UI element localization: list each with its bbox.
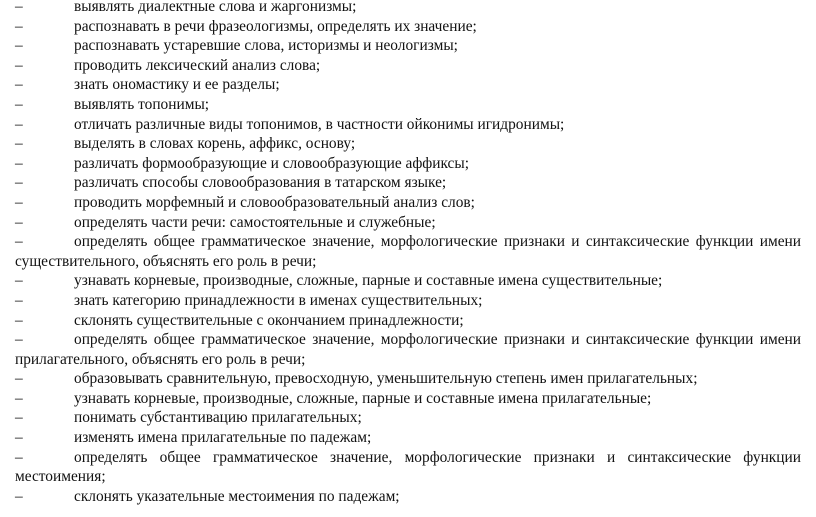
list-item-text: понимать субстантивацию прилагательных; <box>74 409 362 427</box>
list-item <box>15 36 801 56</box>
list-item-text: узнавать корневые, производные, сложные, парные и составные имена существительные; <box>74 272 663 290</box>
list-item-text: знать категорию принадлежности в именах существительных; <box>74 291 483 309</box>
list-dash: – <box>15 154 23 172</box>
list-item-text: склонять указательные местоимения по падежам; <box>74 487 400 505</box>
list-dash: – <box>15 0 23 15</box>
list-item <box>15 95 801 115</box>
list-item-text: выявлять топонимы; <box>74 95 210 113</box>
list-item <box>15 0 801 17</box>
list-dash: – <box>15 409 23 427</box>
list-item-text: изменять имена прилагательные по падежам; <box>74 429 372 447</box>
list-item-text: распознавать устаревшие слова, историзмы и неологизмы; <box>74 37 458 55</box>
list-item <box>15 369 801 389</box>
list-item-text: отличать различные виды топонимов, в частности ойконимы игидронимы; <box>74 115 565 133</box>
list-item <box>15 56 801 76</box>
list-item <box>15 213 801 233</box>
list-item <box>15 487 801 507</box>
list-dash: – <box>15 331 23 349</box>
list-item-text: выделять в словах корень, аффикс, основу; <box>74 135 356 153</box>
list-dash: – <box>15 291 23 309</box>
list-dash: – <box>15 115 23 133</box>
list-item-text: определять общее грамматическое значение, морфологические признаки и синтаксические функции местоимения; <box>15 448 801 486</box>
list-item <box>15 428 801 448</box>
document-body <box>15 0 801 506</box>
list-item-text: выявлять диалектные слова и жаргонизмы; <box>74 0 357 15</box>
list-dash: – <box>15 448 23 466</box>
list-dash: – <box>15 56 23 74</box>
list-dash: – <box>15 174 23 192</box>
list-item <box>15 134 801 154</box>
list-item <box>15 330 801 369</box>
list-dash: – <box>15 213 23 231</box>
list-item-text: различать способы словообразования в татарском языке; <box>74 174 447 192</box>
list-item <box>15 75 801 95</box>
list-item <box>15 291 801 311</box>
list-dash: – <box>15 37 23 55</box>
list-item-text: проводить морфемный и словообразовательный анализ слов; <box>74 193 475 211</box>
list-dash: – <box>15 370 23 388</box>
list-dash: – <box>15 389 23 407</box>
list-item <box>15 17 801 37</box>
list-dash: – <box>15 311 23 329</box>
list-item <box>15 408 801 428</box>
list-dash: – <box>15 95 23 113</box>
list-item-text: распознавать в речи фразеологизмы, определять их значение; <box>74 17 477 35</box>
list-item-text: различать формообразующие и словообразующие аффиксы; <box>74 154 470 172</box>
list-item-text: проводить лексический анализ слова; <box>74 56 321 74</box>
list-item-text: узнавать корневые, производные, сложные, парные и составные имена прилагательные; <box>74 389 652 407</box>
list-dash: – <box>15 135 23 153</box>
list-item <box>15 154 801 174</box>
list-item <box>15 193 801 213</box>
list-item <box>15 232 801 271</box>
list-dash: – <box>15 487 23 505</box>
list-dash: – <box>15 76 23 94</box>
list-item <box>15 115 801 135</box>
list-item-text: определять общее грамматическое значение, морфологические признаки и синтаксические функции имени существительного, объяснять его роль в речи; <box>15 233 801 270</box>
list-item <box>15 311 801 331</box>
list-dash: – <box>15 233 23 251</box>
list-item-text: определять общее грамматическое значение, морфологические признаки и синтаксические функции имени прилагательного, объяснять его роль в речи; <box>15 331 801 368</box>
list-dash: – <box>15 429 23 447</box>
list-dash: – <box>15 272 23 290</box>
list-dash: – <box>15 193 23 211</box>
list-dash: – <box>15 17 23 35</box>
list-item-text: склонять существительные с окончанием принадлежности; <box>74 311 464 329</box>
list-item-text: образовывать сравнительную, превосходную, уменьшительную степень имен прилагательных; <box>74 370 698 388</box>
list-item-text: знать ономастику и ее разделы; <box>74 76 280 94</box>
list-item <box>15 448 801 487</box>
list-item-text: определять части речи: самостоятельные и служебные; <box>74 213 436 231</box>
list-item <box>15 173 801 193</box>
list-item <box>15 271 801 291</box>
list-item <box>15 389 801 409</box>
